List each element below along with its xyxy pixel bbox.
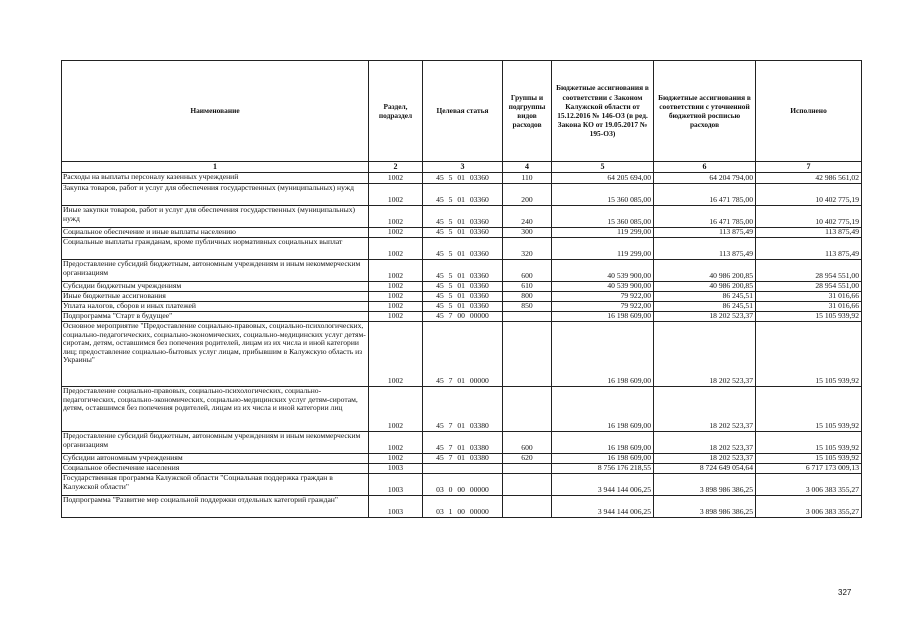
row-executed: 113 875,49: [756, 228, 862, 238]
table-row: [62, 173, 862, 184]
header-budget-refined: Бюджетные ассигнования в соответствии с уточненной бюджетной росписью расходов: [654, 61, 756, 162]
column-number: 3: [423, 162, 503, 173]
row-budget-refined: 40 986 200,85: [654, 282, 756, 292]
row-section: 1003: [369, 464, 423, 474]
row-kind: 600: [503, 432, 552, 454]
row-name: Социальное обеспечение и иные выплаты населению: [62, 228, 369, 238]
table-row: [62, 464, 862, 474]
row-name: Подпрограмма "Старт в будущее": [62, 312, 369, 322]
row-target: 45 5 01 03360: [423, 173, 503, 184]
column-number: 2: [369, 162, 423, 173]
column-number: 1: [62, 162, 369, 173]
row-budget-refined: 3 898 986 386,25: [654, 474, 756, 496]
table-row: [62, 387, 862, 432]
table-row: [62, 474, 862, 496]
row-name: Подпрограмма "Развитие мер социальной поддержки отдельных категорий граждан": [62, 496, 369, 518]
row-budget-law: 16 198 609,00: [552, 432, 654, 454]
row-budget-refined: 18 202 523,37: [654, 454, 756, 464]
table-row: [62, 322, 862, 387]
row-kind: 300: [503, 228, 552, 238]
row-kind: 620: [503, 454, 552, 464]
row-name: Закупка товаров, работ и услуг для обеспечения государственных (муниципальных) нужд: [62, 184, 369, 206]
row-name: Иные закупки товаров, работ и услуг для обеспечения государственных (муниципальных) нужд: [62, 206, 369, 228]
row-executed: 6 717 173 009,13: [756, 464, 862, 474]
row-executed: 28 954 551,00: [756, 260, 862, 282]
row-target: 45 5 01 03360: [423, 228, 503, 238]
row-executed: 15 105 939,92: [756, 322, 862, 387]
row-section: 1002: [369, 282, 423, 292]
row-executed: 31 016,66: [756, 292, 862, 302]
row-budget-refined: 8 724 649 054,64: [654, 464, 756, 474]
table-row: [62, 260, 862, 282]
row-budget-law: 8 756 176 218,55: [552, 464, 654, 474]
row-target: 45 7 01 03380: [423, 432, 503, 454]
row-budget-law: 16 198 609,00: [552, 312, 654, 322]
row-kind: [503, 387, 552, 432]
row-executed: 42 986 561,02: [756, 173, 862, 184]
table-row: [62, 184, 862, 206]
row-name: Государственная программа Калужской области "Социальная поддержка граждан в Калужской области": [62, 474, 369, 496]
table-row: [62, 282, 862, 292]
row-target: 45 5 01 03360: [423, 238, 503, 260]
row-executed: 15 105 939,92: [756, 432, 862, 454]
table-row: [62, 496, 862, 518]
row-section: 1002: [369, 173, 423, 184]
row-budget-refined: 16 471 785,00: [654, 206, 756, 228]
row-budget-law: 79 922,00: [552, 292, 654, 302]
row-name: Субсидии автономным учреждениям: [62, 454, 369, 464]
header-kind: Группы и подгруппы видов расходов: [503, 61, 552, 162]
row-budget-law: 16 198 609,00: [552, 387, 654, 432]
row-target: [423, 464, 503, 474]
row-section: 1002: [369, 387, 423, 432]
row-section: 1002: [369, 312, 423, 322]
row-budget-law: 40 539 900,00: [552, 282, 654, 292]
row-kind: [503, 474, 552, 496]
row-budget-law: 16 198 609,00: [552, 322, 654, 387]
row-budget-law: 119 299,00: [552, 228, 654, 238]
row-section: 1002: [369, 432, 423, 454]
row-kind: 610: [503, 282, 552, 292]
table-row: [62, 312, 862, 322]
row-executed: 15 105 939,92: [756, 454, 862, 464]
row-budget-refined: 113 875,49: [654, 238, 756, 260]
row-budget-law: 15 360 085,00: [552, 184, 654, 206]
row-target: 03 0 00 00000: [423, 474, 503, 496]
row-target: 45 7 01 03380: [423, 387, 503, 432]
row-executed: 113 875,49: [756, 238, 862, 260]
row-budget-refined: 3 898 986 386,25: [654, 496, 756, 518]
row-section: 1002: [369, 260, 423, 282]
row-kind: 800: [503, 292, 552, 302]
row-kind: 850: [503, 302, 552, 312]
row-name: Субсидии бюджетным учреждениям: [62, 282, 369, 292]
header-budget-law: Бюджетные ассигнования в соответствии с Законом Калужской области от 15.12.2016 № 146-ОЗ (в ред. Закона КО от 19.05.2017 № 195-ОЗ): [552, 61, 654, 162]
row-executed: 3 006 383 355,27: [756, 496, 862, 518]
row-executed: 10 402 775,19: [756, 184, 862, 206]
row-budget-refined: 18 202 523,37: [654, 322, 756, 387]
row-target: 45 5 01 03360: [423, 292, 503, 302]
page-number: 327: [838, 588, 852, 597]
row-executed: 15 105 939,92: [756, 387, 862, 432]
table-body: [62, 173, 862, 518]
row-section: 1002: [369, 322, 423, 387]
row-budget-law: 40 539 900,00: [552, 260, 654, 282]
row-budget-law: 16 198 609,00: [552, 454, 654, 464]
row-section: 1003: [369, 474, 423, 496]
row-budget-refined: 16 471 785,00: [654, 184, 756, 206]
row-kind: 600: [503, 260, 552, 282]
row-budget-refined: 40 986 200,85: [654, 260, 756, 282]
column-number: 6: [654, 162, 756, 173]
row-target: 45 7 01 03380: [423, 454, 503, 464]
row-budget-law: 64 205 694,00: [552, 173, 654, 184]
row-budget-refined: 113 875,49: [654, 228, 756, 238]
row-target: 45 5 01 03360: [423, 302, 503, 312]
row-target: 45 5 01 03360: [423, 184, 503, 206]
row-executed: 3 006 383 355,27: [756, 474, 862, 496]
row-name: Расходы на выплаты персоналу казенных учреждений: [62, 173, 369, 184]
row-budget-law: 79 922,00: [552, 302, 654, 312]
row-budget-law: 119 299,00: [552, 238, 654, 260]
table-header: [62, 61, 862, 173]
column-number: 5: [552, 162, 654, 173]
row-kind: 240: [503, 206, 552, 228]
row-budget-law: 3 944 144 006,25: [552, 474, 654, 496]
row-target: 45 7 00 00000: [423, 312, 503, 322]
row-name: Социальные выплаты гражданам, кроме публичных нормативных социальных выплат: [62, 238, 369, 260]
row-executed: 28 954 551,00: [756, 282, 862, 292]
table-row: [62, 432, 862, 454]
row-target: 45 5 01 03360: [423, 206, 503, 228]
row-kind: 110: [503, 173, 552, 184]
row-executed: 15 105 939,92: [756, 312, 862, 322]
header-executed: Исполнено: [756, 61, 862, 162]
table-row: [62, 292, 862, 302]
row-budget-law: 15 360 085,00: [552, 206, 654, 228]
row-budget-refined: 86 245,51: [654, 292, 756, 302]
row-budget-refined: 18 202 523,37: [654, 312, 756, 322]
header-target: Целевая статья: [423, 61, 503, 162]
row-budget-law: 3 944 144 006,25: [552, 496, 654, 518]
row-kind: [503, 312, 552, 322]
row-kind: [503, 496, 552, 518]
row-name: Социальное обеспечение населения: [62, 464, 369, 474]
row-budget-refined: 18 202 523,37: [654, 432, 756, 454]
header-section: Раздел, подраздел: [369, 61, 423, 162]
row-executed: 10 402 775,19: [756, 206, 862, 228]
row-target: 45 5 01 03360: [423, 260, 503, 282]
row-name: Предоставление субсидий бюджетным, автономным учреждениям и иным некоммерческим организациям: [62, 260, 369, 282]
column-number: 4: [503, 162, 552, 173]
table-row: [62, 206, 862, 228]
row-executed: 31 016,66: [756, 302, 862, 312]
table-row: [62, 454, 862, 464]
table-row: [62, 228, 862, 238]
row-section: 1002: [369, 184, 423, 206]
row-target: 45 7 01 00000: [423, 322, 503, 387]
row-name: Предоставление субсидий бюджетным, автономным учреждениям и иным некоммерческим организациям: [62, 432, 369, 454]
table-row: [62, 238, 862, 260]
row-section: 1003: [369, 496, 423, 518]
header-name: Наименование: [62, 61, 369, 162]
row-kind: 200: [503, 184, 552, 206]
row-kind: 320: [503, 238, 552, 260]
row-section: 1002: [369, 228, 423, 238]
row-kind: [503, 464, 552, 474]
budget-table: [61, 60, 862, 518]
row-section: 1002: [369, 302, 423, 312]
column-number-row: [62, 162, 862, 173]
header-row: [62, 61, 862, 162]
row-section: 1002: [369, 238, 423, 260]
row-name: Предоставление социально-правовых, социально-психологических, социально-педагогических, социально-экономических, социально-медицинских услуг детям-сиротам, детям, оставшимся без попечения родителей, лицам из их числа и иной категории лиц: [62, 387, 369, 432]
row-name: Уплата налогов, сборов и иных платежей: [62, 302, 369, 312]
row-budget-refined: 18 202 523,37: [654, 387, 756, 432]
column-number: 7: [756, 162, 862, 173]
row-kind: [503, 322, 552, 387]
table-row: [62, 302, 862, 312]
row-target: 45 5 01 03360: [423, 282, 503, 292]
row-section: 1002: [369, 292, 423, 302]
row-budget-refined: 86 245,51: [654, 302, 756, 312]
row-target: 03 1 00 00000: [423, 496, 503, 518]
row-section: 1002: [369, 206, 423, 228]
row-budget-refined: 64 204 794,00: [654, 173, 756, 184]
row-name: Иные бюджетные ассигнования: [62, 292, 369, 302]
row-name: Основное мероприятие "Предоставление социально-правовых, социально-психологических, социально-педагогических, социально-экономических, социально-медицинских услуг детям-сиротам, детям, оставшимся без попечения родителей, лицам из их числа и иной категории лиц; предоставление социально-бытовых услуг лицам, прибывшим в Калужскую область из Украины": [62, 322, 369, 387]
row-section: 1002: [369, 454, 423, 464]
